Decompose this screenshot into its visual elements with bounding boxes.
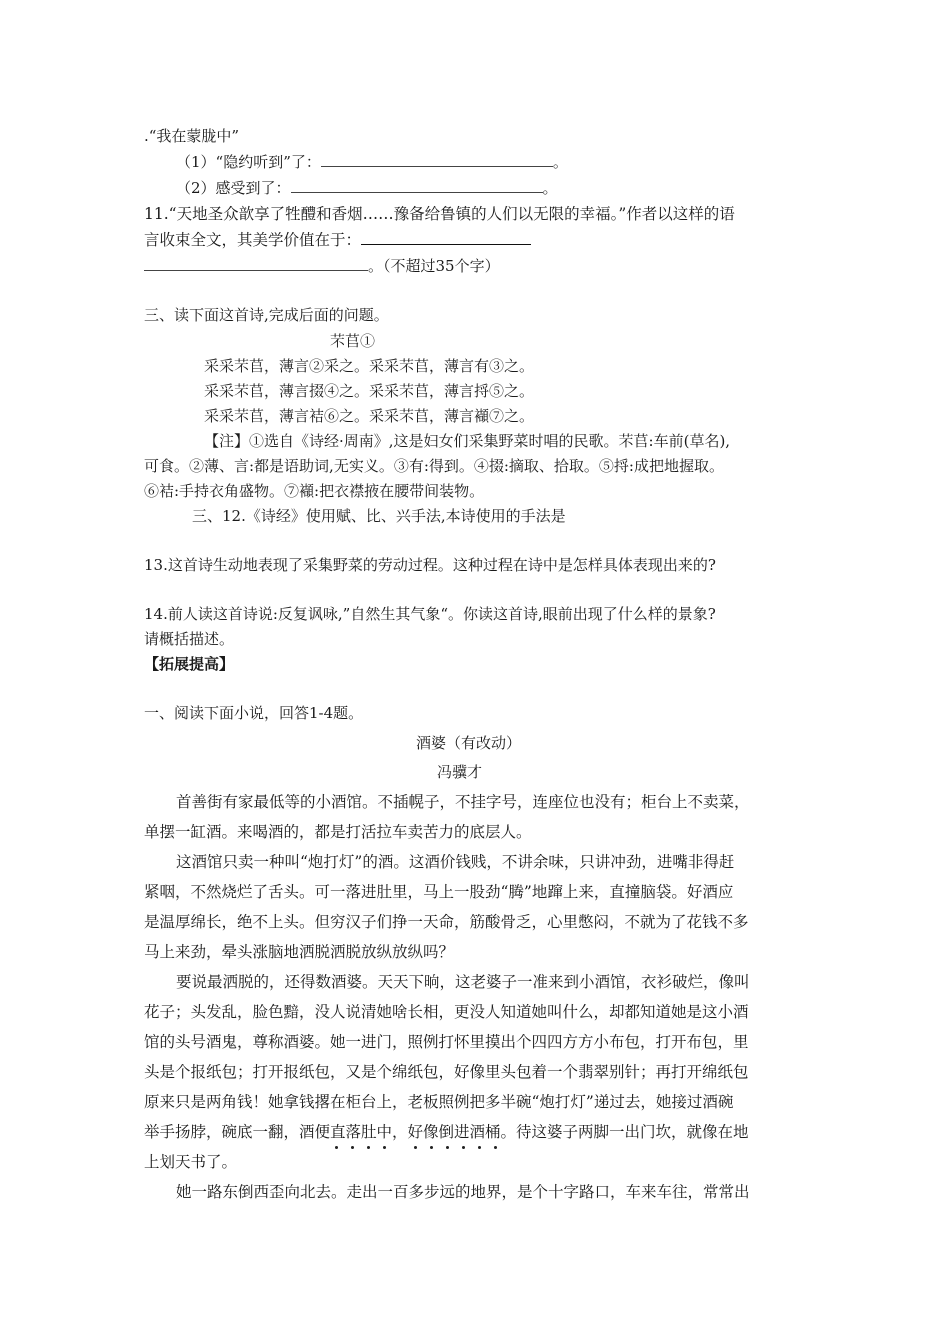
paragraph-line: 头是个报纸包；打开报纸包，又是个绵纸包，好像里头包着一个翡翠别针；再打开绵纸包 <box>144 1063 749 1081</box>
emphasis-dot <box>478 1146 481 1149</box>
note-line: ⑥袺:手持衣角盛物。⑦襭:把衣襟掖在腰带间装物。 <box>144 482 485 500</box>
emphasis-dot <box>367 1146 370 1149</box>
paragraph-line: 紧咽，不然烧烂了舌头。可一落进肚里，马上一股劲“腾”地蹿上来，直撞脑袋。好酒应 <box>144 883 734 901</box>
section-heading: 三、读下面这首诗,完成后面的问题。 <box>144 306 389 324</box>
note-line: 【注】①选自《诗经·周南》,这是妇女们采集野菜时唱的民歌。芣苢:车前(草名), <box>204 432 731 450</box>
question-12: 三、12.《诗经》使用赋、比、兴手法,本诗使用的手法是 <box>192 507 566 525</box>
emphasis-dot <box>446 1146 449 1149</box>
sub-question-2 <box>176 178 558 198</box>
question-13: 13.这首诗生动地表现了采集野菜的劳动过程。这种过程在诗中是怎样具体表现出来的? <box>144 556 716 574</box>
emphasis-dot <box>430 1146 433 1149</box>
word-limit-note: 。（不超过35个字） <box>368 257 500 275</box>
emphasis-dot <box>383 1146 386 1149</box>
reading-intro: 一、阅读下面小说，回答1-4题。 <box>144 704 364 722</box>
poem-title: 芣苢① <box>330 332 376 350</box>
paragraph-line: 马上来劲，晕头涨脑地洒脱洒脱放纵放纵吗？ <box>144 943 455 961</box>
story-title: 酒婆（有改动） <box>416 734 522 752</box>
paragraph-line: 这酒馆只卖一种叫“炮打灯”的酒。这酒价钱贱，不讲余味，只讲冲劲，进嘴非得赶 <box>176 853 735 871</box>
paragraph-line: 上划天书了。 <box>144 1153 238 1171</box>
story-author: 冯骥才 <box>437 763 483 781</box>
answer-blank[interactable] <box>321 152 553 167</box>
note-line: 可食。②薄、言:都是语助词,无实义。③有:得到。④掇:摘取、拾取。⑤捋:成把地握取。 <box>144 457 724 475</box>
sentence-end: 。 <box>542 179 558 197</box>
poem-line: 采采芣苢，薄言掇④之。采采芣苢，薄言捋⑤之。 <box>204 382 535 400</box>
question-11-line-1: 11.“天地圣众歆享了牲醴和香烟……豫备给鲁镇的人们以无限的幸福。”作者以这样的语 <box>144 205 735 223</box>
emphasis-dot <box>351 1146 354 1149</box>
emphasis-dot <box>494 1146 497 1149</box>
paragraph-line: 举手扬脖，碗底一翻，酒便直落肚中，好像倒进酒桶。待这婆子两脚一出门坎，就像在地 <box>144 1123 749 1141</box>
paragraph-line: 是温厚绵长，绝不上头。但穷汉子们挣一天命，筋酸骨乏，心里憋闷，不就为了花钱不多 <box>144 913 749 931</box>
paragraph-line: 花子；头发乱，脸色黯，没人说清她啥长相，更没人知道她叫什么，却都知道她是这小酒 <box>144 1003 749 1021</box>
paragraph-line: 单摆一缸酒。来喝酒的，都是打活拉车卖苦力的底层人。 <box>144 823 532 841</box>
question-11-prompt: 言收束全文，其美学价值在于： <box>144 231 362 249</box>
answer-blank[interactable] <box>291 178 543 193</box>
emphasis-dot <box>462 1146 465 1149</box>
paragraph-line: 原来只是两角钱！她拿钱撂在柜台上，老板照例把多半碗“炮打灯”递过去，她接过酒碗 <box>144 1093 734 1111</box>
poem-line: 采采芣苢，薄言②采之。采采芣苢，薄言有③之。 <box>204 357 535 375</box>
question-heading: .“我在蒙胧中” <box>144 127 240 145</box>
paragraph-line: 她一路东倒西歪向北去。走出一百多步远的地界，是个十字路口，车来车往，常常出 <box>176 1183 750 1201</box>
question-11-line-3 <box>144 256 500 276</box>
emphasis-dot <box>414 1146 417 1149</box>
question-11-line-2 <box>144 230 531 250</box>
answer-blank[interactable] <box>144 256 368 271</box>
emphasis-dot <box>335 1146 338 1149</box>
question-14-line-2: 请概括描述。 <box>144 630 235 648</box>
sub-question-2-label: （2）感受到了： <box>176 179 291 197</box>
sentence-end: 。 <box>552 153 568 171</box>
paragraph-line: 馆的头号酒鬼，尊称酒婆。她一进门，照例打怀里摸出个四四方方小布包，打开布包，里 <box>144 1033 749 1051</box>
poem-line: 采采芣苢，薄言袺⑥之。采采芣苢，薄言襭⑦之。 <box>204 407 535 425</box>
paragraph-line: 首善街有家最低等的小酒馆。不插幌子，不挂字号，连座位也没有；柜台上不卖菜， <box>176 793 750 811</box>
sub-question-1 <box>176 152 568 172</box>
paragraph-line: 要说最洒脱的，还得数酒婆。天天下晌，这老婆子一准来到小酒馆，衣衫破烂，像叫 <box>176 973 750 991</box>
extension-heading: 【拓展提高】 <box>144 655 235 673</box>
question-14-line-1: 14.前人读这首诗说:反复讽咏,”自然生其气象“。你读这首诗,眼前出现了什么样的景象? <box>144 605 716 623</box>
sub-question-1-label: （1）“隐约听到”了： <box>176 153 321 171</box>
answer-blank[interactable] <box>361 230 531 245</box>
